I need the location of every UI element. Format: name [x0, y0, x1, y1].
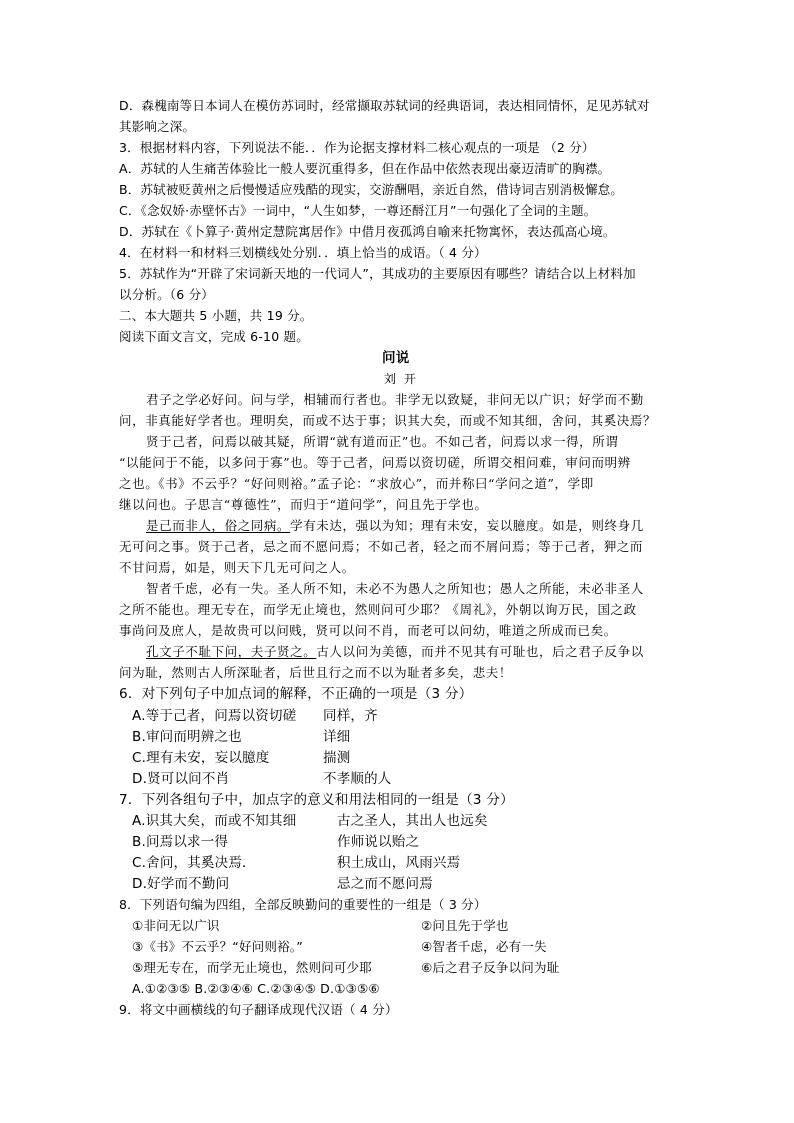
- question-9: 9．将文中画横线的句子翻译成现代汉语（ 4 分）: [119, 1002, 398, 1017]
- question-7-option-b: B.问焉以求一得: [132, 834, 229, 850]
- passage-p3-line-2: 无可问之事。贤于己者，忌之而不愿问焉；不如己者，轻之而不屑问焉；等于己者，狎之而: [119, 539, 644, 554]
- question-8-item-5: ⑤理无专在，而学无止境也，然则问可少耶: [132, 960, 373, 975]
- question-6-option-c: C.理有未安，妄以臆度: [132, 750, 270, 766]
- option-d-line-1: D．森槐南等日本词人在模仿苏词时，经常撷取苏轼词的经典语词，表达相同情怀，足见苏轼对: [119, 98, 650, 113]
- reading-instruction: 阅读下面文言文，完成 6-10 题。: [119, 329, 309, 344]
- question-6-gloss-a: 同样，齐: [323, 708, 378, 724]
- question-5-line-2: 以分析。（6 分）: [119, 287, 214, 302]
- section-2-heading: 二、本大题共 5 小题，共 19 分。: [119, 308, 313, 323]
- question-7-pair-d: 忌之而不愿问焉: [337, 876, 433, 892]
- question-6-option-a: A.等于己者，问焉以资切磋: [132, 708, 297, 724]
- passage-p4-line-1: 智者千虑，必有一失。圣人所不知，未必不为愚人之所知也；愚人之所能，未必非圣人: [146, 581, 644, 596]
- question-6-gloss-d: 不孝顺的人: [323, 771, 392, 787]
- passage-p3-line-3: 不甘问焉，如是，则天下几无可问之人。: [119, 560, 355, 575]
- question-3-option-b: B．苏轼被贬黄州之后慢慢适应残酷的现实，交游酬唱，亲近自然，借诗词吉别消极懈怠。: [119, 182, 624, 197]
- question-7-option-a: A.识其大矣，而或不知其细: [132, 813, 297, 829]
- question-3-option-d: D．苏轼在《卜算子·黄州定慧院寓居作》中借月夜孤鸿自喻来托物寓怀，表达孤高心境。: [119, 224, 616, 239]
- question-8-item-1: ①非问无以广识: [132, 918, 220, 933]
- question-3: 3．根据材料内容，下列说法不能．．作为论据支撑材料二核心观点的一项是 （2 分）: [119, 140, 595, 155]
- passage-p2-line-1: 贤于己者，问焉以破其疑，所谓“就有道而正”也。不如己者，问焉以求一得，所谓: [146, 434, 619, 449]
- passage-p2-line-3: 之也。《书》不云乎？“好问则裕。”孟子论：“求放心”，而并称曰“学问之道”，学即: [119, 476, 594, 491]
- question-6-gloss-c: 揣测: [323, 750, 351, 766]
- passage-p4-line-2: 之所不能也。理无专在，而学无止境也，然则问可少耶？《周礼》，外朝以询万民，国之政: [119, 602, 637, 617]
- question-7: 7．下列各组句子中，加点字的意义和用法相同的一组是（3 分）: [119, 792, 514, 808]
- passage-p2-line-4: 继以问也。子思言“尊德性”，而归于“道问学”，问且先于学也。: [119, 497, 488, 512]
- passage-author: 刘 开: [384, 372, 418, 386]
- question-8-item-4: ④智者千虑，必有一失: [421, 939, 547, 954]
- question-7-pair-a: 古之圣人，其出人也远矣: [337, 813, 488, 829]
- passage-p5-line-2: 问为耻，然则古人所深耻者，后世且行之而不以为耻者多矣，悲夫！: [119, 665, 513, 680]
- passage-p5-line-1: [146, 644, 644, 660]
- question-3-option-c: C．《念奴娇·赤壁怀古》一词中，“人生如梦，一尊还酹江月”一句强化了全词的主题。: [119, 203, 597, 218]
- passage-p1-line-2: 问，非真能好学者也。理明矣，而或不达于事；识其大矣，而或不知其细，舍问，其奚决焉？: [119, 413, 657, 428]
- passage-p2-line-2: “以能问于不能，以多问于寡”也。等于己者，问焉以资切磋，所谓交相问难，审问而明辨: [119, 455, 631, 470]
- question-8: 8．下列语句编为四组，全部反映勤问的重要性的一组是（ 3 分）: [119, 897, 487, 912]
- question-7-pair-b: 作师说以贻之: [337, 834, 420, 850]
- question-6-option-d: D.贤可以问不肖: [132, 771, 230, 787]
- question-7-option-c: C.舍问，其奚决焉．: [132, 855, 256, 871]
- option-d-line-2: 其影响之深。: [119, 119, 196, 134]
- passage-p4-line-3: 事尚问及庶人，是故贵可以问贱，贤可以问不肖，而老可以问幼，唯道之所成而已矣。: [119, 623, 617, 638]
- question-7-option-d: D.好学而不勤问: [132, 876, 230, 892]
- question-4: 4．在材料一和材料三划横线处分别．．填上恰当的成语。（ 4 分）: [119, 245, 487, 260]
- question-8-item-2: ②问且先于学也: [421, 918, 509, 933]
- question-6-gloss-b: 详细: [323, 729, 351, 745]
- question-3-option-a: A．苏轼的人生痛苦体验比一般人要沉重得多，但在作品中依然表现出豪迈清旷的胸襟。: [119, 161, 611, 176]
- question-8-answer-options: A.①②③⑤ B.②③④⑥ C.②③④⑤ D.①③⑤⑥: [132, 981, 380, 996]
- question-8-item-3: ③《书》不云乎？“好问则裕。”: [132, 939, 303, 954]
- underlined-sentence-2: 孔文子不耻下问，夫子贤之。: [146, 644, 317, 659]
- passage-p3-line-1: [146, 518, 644, 534]
- underlined-sentence-1: 是己而非人，俗之同病。: [146, 518, 291, 533]
- passage-p3-line-1-rest: 学有未达，强以为知；理有未安，妄以臆度。如是，则终身几: [290, 518, 644, 533]
- passage-p5-line-1-rest: 古人以问为美德，而并不见其有可耻也，后之君子反争以: [316, 644, 644, 659]
- passage-title: 问说: [382, 350, 410, 366]
- question-5-line-1: 5．苏轼作为“开辟了宋词新天地的一代词人”，其成功的主要原因有哪些？请结合以上材料加: [119, 266, 636, 281]
- question-6: 6．对下列句子中加点词的解释，不正确的一项是（3 分）: [119, 686, 473, 702]
- question-8-item-6: ⑥后之君子反争以问为耻: [421, 960, 560, 975]
- question-7-pair-c: 积土成山，风雨兴焉: [337, 855, 461, 871]
- question-6-option-b: B.审问而明辨之也: [132, 729, 242, 745]
- passage-p1-line-1: 君子之学必好问。问与学，相辅而行者也。非学无以致疑，非问无以广识；好学而不勤: [146, 392, 644, 407]
